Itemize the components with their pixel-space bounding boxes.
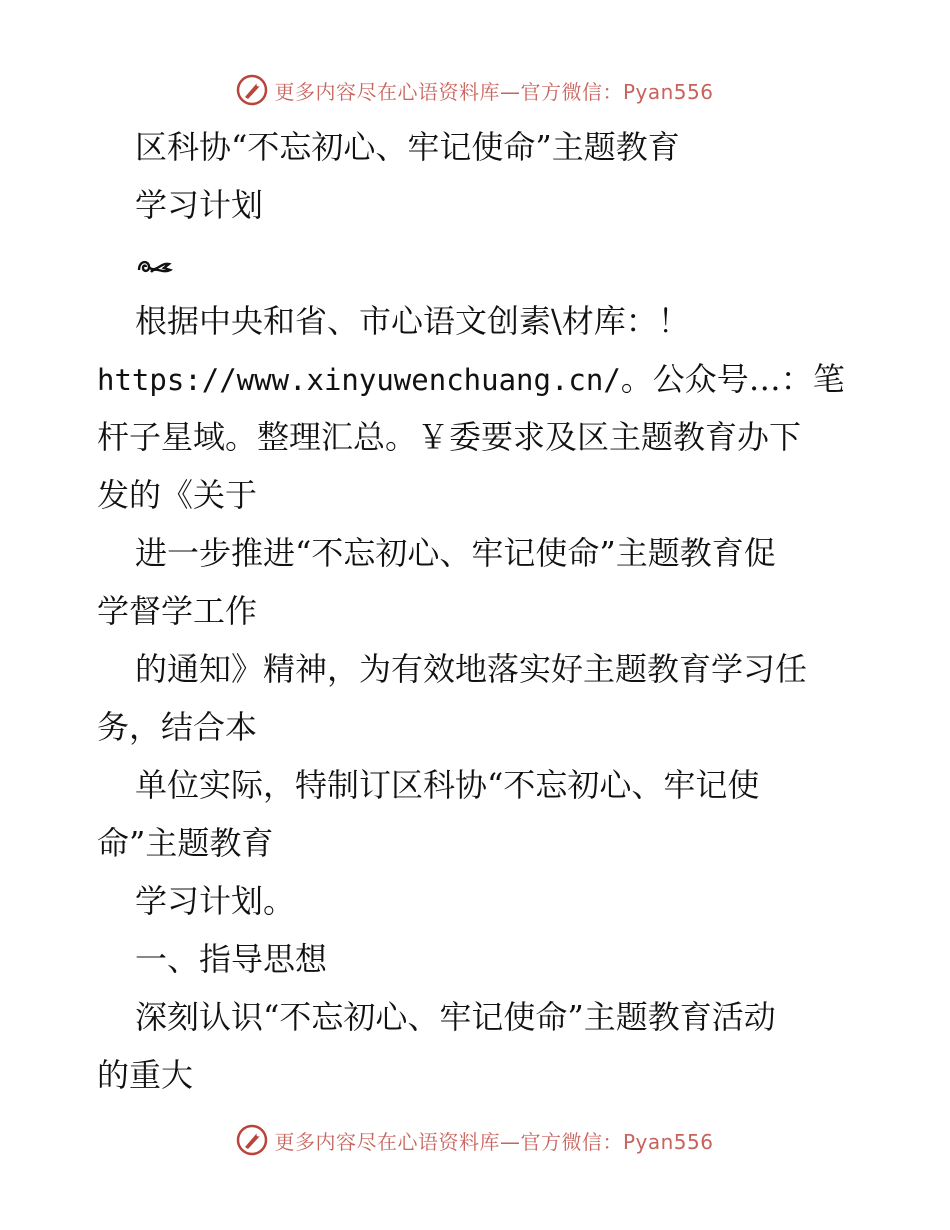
paragraph-3-line-1: 的通知》精神，为有效地落实好主题教育学习任 <box>135 650 808 688</box>
paragraph-1-line-1: 根据中央和省、市心语文创素\材库：！ <box>135 302 690 340</box>
document-body <box>97 118 857 1104</box>
scroll-ornament-icon <box>135 254 175 278</box>
pen-logo-icon <box>236 1124 268 1156</box>
paragraph-6-line-1: 深刻认识“不忘初心、牢记使命”主题教育活动 <box>135 998 776 1036</box>
paragraph-5-line-1: 学习计划。 <box>135 882 296 920</box>
paragraph-3-line-2: 务，结合本 <box>97 708 258 746</box>
section-heading-1: 一、指导思想 <box>135 940 328 978</box>
website-url: https://www.xinyuwenchuang.cn/ <box>97 363 621 397</box>
ornament-line <box>97 234 857 292</box>
header-banner-text: 更多内容尽在心语资料库—官方微信：Pyan556 <box>274 79 714 104</box>
document-title-line-1: 区科协“不忘初心、牢记使命”主题教育 <box>135 128 680 166</box>
paragraph-2-line-2: 学督学工作 <box>97 592 258 630</box>
document-title-line-2: 学习计划 <box>135 186 264 224</box>
header-banner <box>0 70 950 110</box>
paragraph-4-line-2: 命”主题教育 <box>97 824 274 862</box>
paragraph-2-line-1: 进一步推进“不忘初心、牢记使命”主题教育促 <box>135 534 776 572</box>
paragraph-6-line-2: 的重大 <box>97 1056 194 1094</box>
paragraph-1-line-4: 发的《关于 <box>97 476 258 514</box>
pen-logo-icon <box>236 74 268 106</box>
footer-banner-text: 更多内容尽在心语资料库—官方微信：Pyan556 <box>274 1129 714 1154</box>
footer-banner <box>0 1120 950 1160</box>
paragraph-1-line-2-rest: 。公众号…：笔 <box>620 360 845 398</box>
paragraph-4-line-1: 单位实际，特制订区科协“不忘初心、牢记使 <box>135 766 760 804</box>
paragraph-1-line-2 <box>97 350 857 408</box>
paragraph-1-line-3: 杆子星域。整理汇总。￥委要求及区主题教育办下 <box>97 418 802 456</box>
